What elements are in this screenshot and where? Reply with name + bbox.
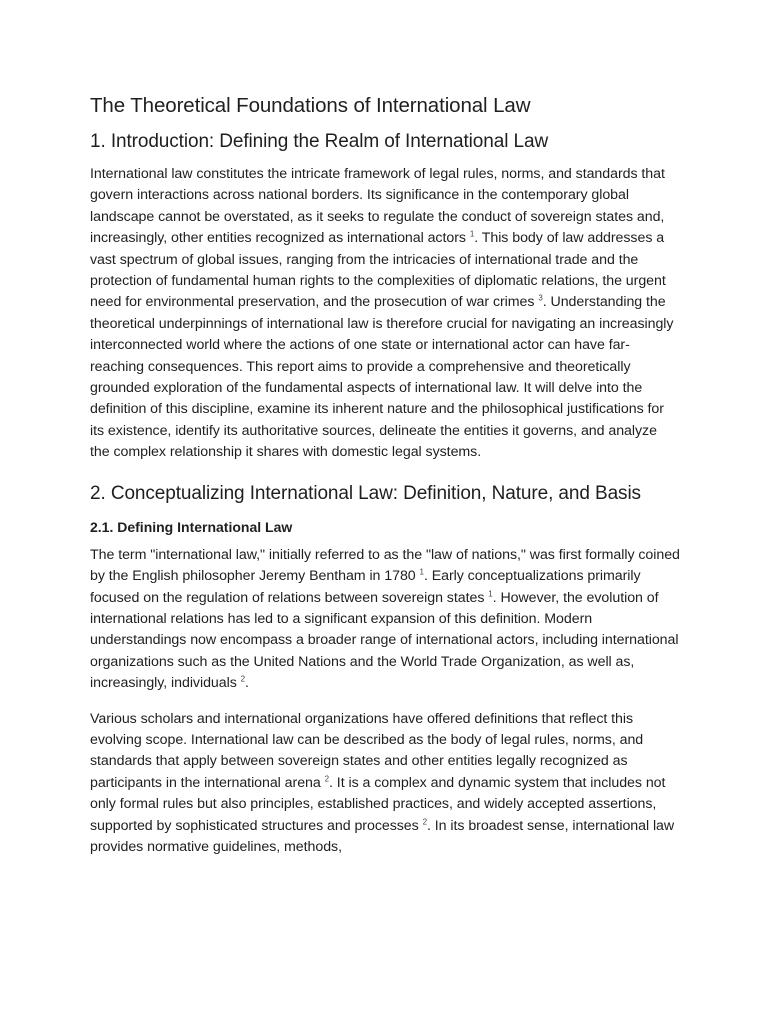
text-run: . Understanding the theoretical underpinnings of international law is therefore crucial for navigating an increasingly interconnected world where the actions of one state or international actor can have far-reaching consequences. This report aims to provide a comprehensive and theoretically grounded exploration of the fundamental aspects of international law. It will delve into the definition of this discipline, examine its inherent nature and the philosophical justifications for its existence, identify its authoritative sources, delineate the entities it governs, and analyze the complex relationship it shares with domestic legal systems. xyxy=(90,294,674,461)
text-run: . However, the evolution of international relations has led to a significant expansion of this definition. Modern understandings now encompass a broader range of international actors, including international organizations such as the United Nations and the World Trade Organization, as well as, increasingly, individuals xyxy=(90,589,679,692)
text-run: . Early conceptualizations primarily focused on the regulation of relations between sovereign states xyxy=(90,568,641,606)
footnote-ref[interactable]: 2 xyxy=(240,674,246,684)
section-1-paragraph xyxy=(90,164,680,464)
footnote-ref[interactable]: 1 xyxy=(419,567,424,577)
text-run: . This body of law addresses a vast spectrum of global issues, ranging from the intricacies of international trade and the protection of fundamental human rights to the complexities of diplomatic relations, the urgent need for environmental preservation, and the prosecution of war crimes xyxy=(90,230,666,311)
subsection-2-1-paragraph-2 xyxy=(90,709,680,859)
section-2-heading: 2. Conceptualizing International Law: Definition, Nature, and Basis xyxy=(90,482,641,504)
footnote-ref[interactable]: 3 xyxy=(538,293,543,303)
section-1-heading: 1. Introduction: Defining the Realm of International Law xyxy=(90,131,549,152)
text-run: Various scholars and international organizations have offered definitions that reflect this evolving scope. International law can be described as the body of legal rules, norms, and standards that apply between sovereign states and other entities legally recognized as participants in the international arena xyxy=(90,710,644,791)
text-run: . In its broadest sense, international law provides normative guidelines, methods, xyxy=(90,817,675,855)
footnote-ref[interactable]: 1 xyxy=(469,229,475,239)
text-run: . It is a complex and dynamic system that includes not only formal rules but also principles, established practices, and widely accepted assertions, supported by sophisticated structures and processes xyxy=(90,774,666,834)
footnote-ref[interactable]: 2 xyxy=(422,816,427,826)
text-run: The term "international law," initially referred to as the "law of nations," was first formally coined by the English philosopher Jeremy Bentham in 1780 xyxy=(90,546,680,585)
text-run: . xyxy=(245,675,249,692)
subsection-2-1-heading: 2.1. Defining International Law xyxy=(90,518,293,535)
text-run: International law constitutes the intricate framework of legal rules, norms, and standards that govern interactions across national borders. Its significance in the contemporary global landscape cannot be overstated, as it seeks to regulate the conduct of sovereign states and, increasingly, other entities recognized as international actors xyxy=(90,166,665,247)
footnote-ref[interactable]: 1 xyxy=(488,588,493,598)
document-title: The Theoretical Foundations of International Law xyxy=(90,94,531,117)
subsection-2-1-paragraph-1 xyxy=(90,545,680,695)
footnote-ref[interactable]: 2 xyxy=(324,774,330,784)
document-page xyxy=(90,92,680,872)
